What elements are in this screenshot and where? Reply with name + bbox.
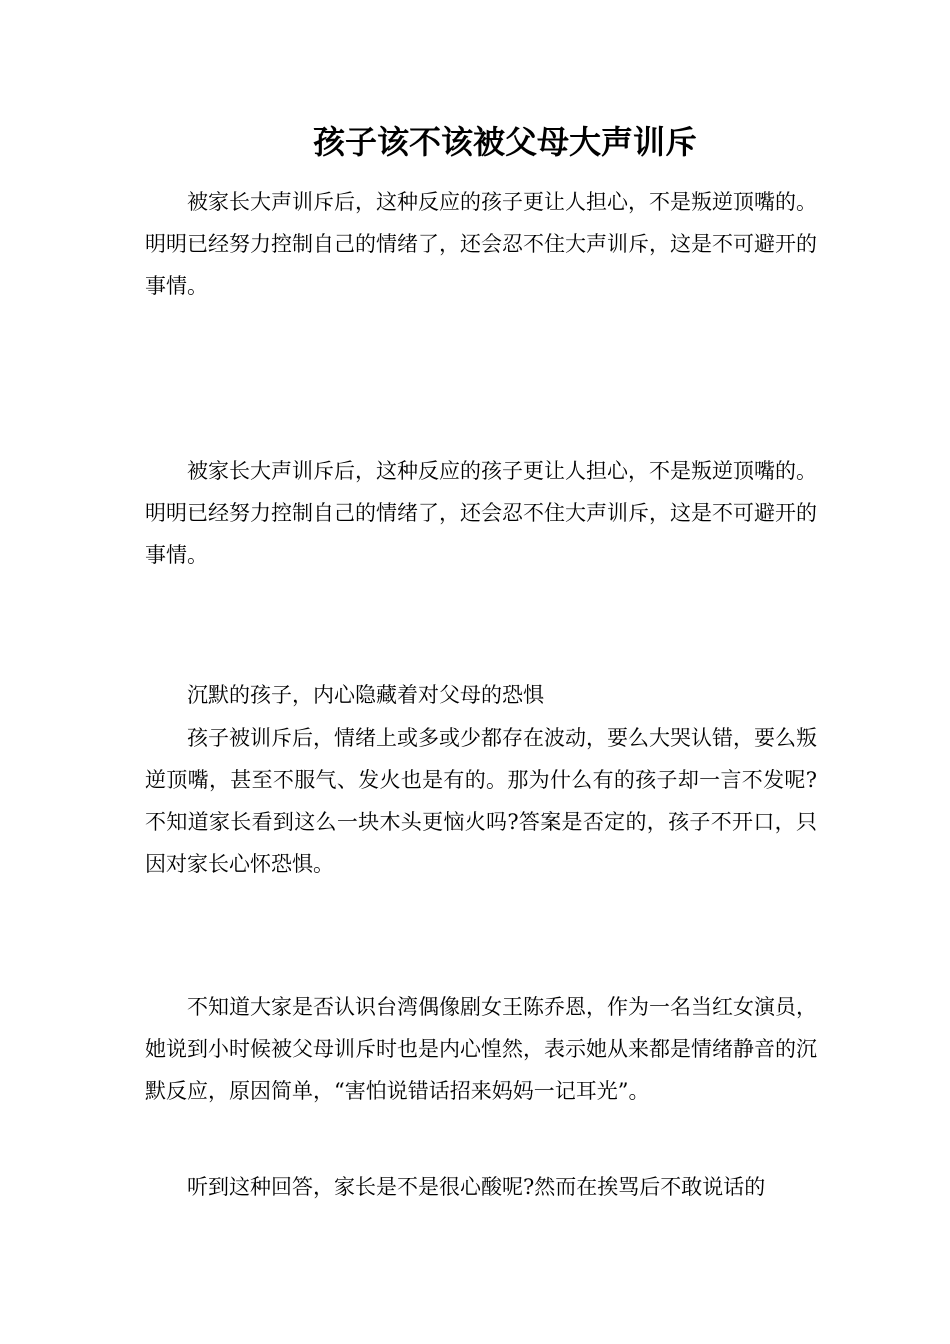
paragraph-1: 被家长大声训斥后，这种反应的孩子更让人担心，不是叛逆顶嘴的。明明已经努力控制自己的情绪了，还会忍不住大声训斥，这是不可避开的事情。 — [145, 190, 817, 298]
paragraph-4: 不知道大家是否认识台湾偶像剧女王陈乔恩，作为一名当红女演员，她说到小时候被父母训斥时也是内心惶然，表示她从来都是情绪静音的沉默反应，原因简单，“害怕说错话招来妈妈一记耳光”。 — [145, 995, 817, 1103]
paragraph-3: 孩子被训斥后，情绪上或多或少都存在波动，要么大哭认错，要么叛逆顶嘴，甚至不服气、发火也是有的。那为什么有的孩子却一言不发呢?不知道家长看到这么一块木头更恼火吗?答案是否定的，孩子不开口，只因对家长心怀恐惧。 — [145, 726, 817, 876]
paragraph-2: 被家长大声训斥后，这种反应的孩子更让人担心，不是叛逆顶嘴的。明明已经努力控制自己的情绪了，还会忍不住大声训斥，这是不可避开的事情。 — [145, 459, 817, 567]
paragraph-5: 听到这种回答，家长是不是很心酸呢?然而在挨骂后不敢说话的 — [187, 1175, 766, 1199]
document-title: 孩子该不该被父母大声训斥 — [312, 123, 697, 161]
section-heading: 沉默的孩子，内心隐藏着对父母的恐惧 — [187, 683, 544, 707]
